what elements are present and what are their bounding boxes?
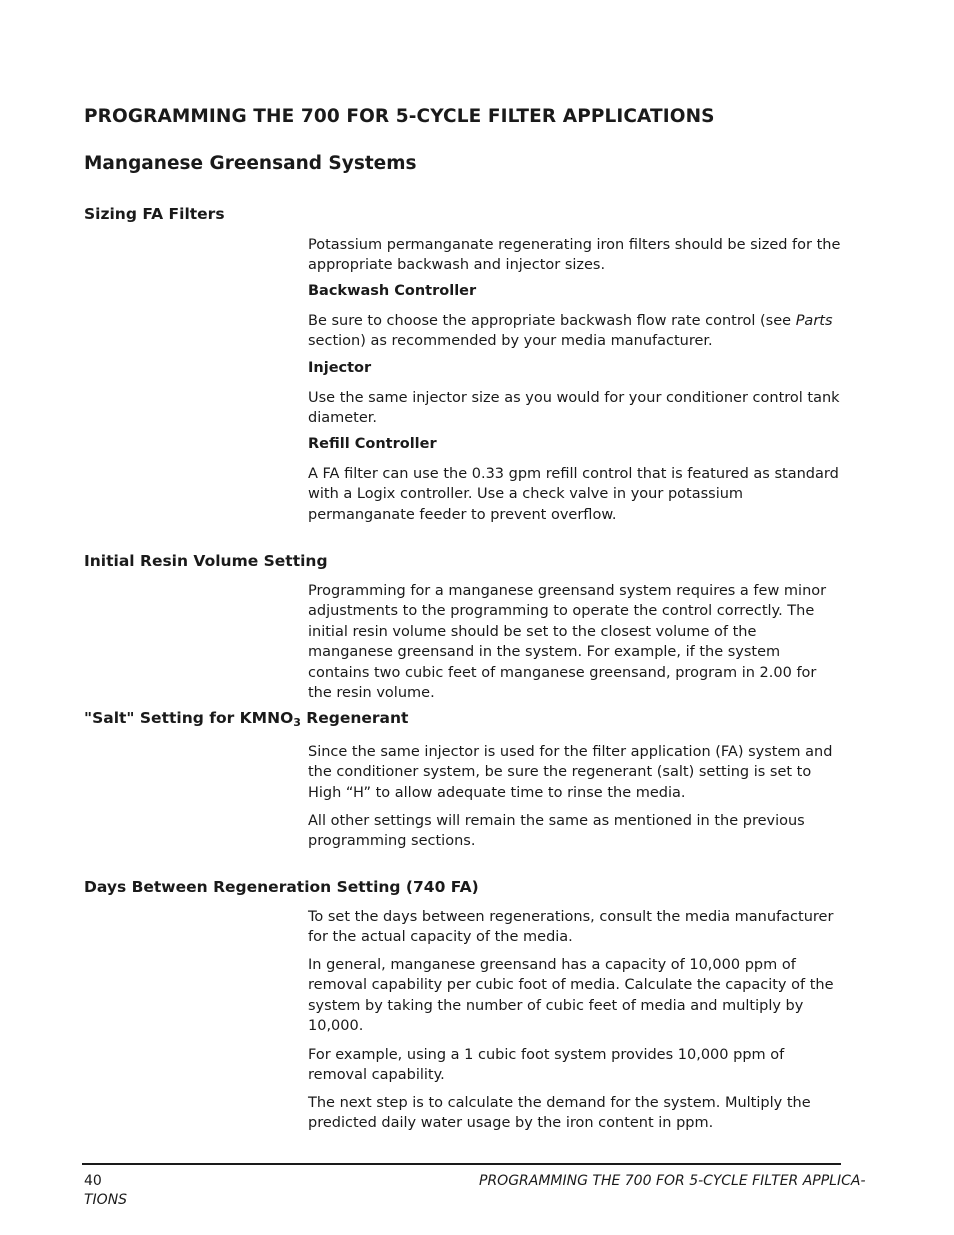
footer-running-title: PROGRAMMING THE 700 FOR 5-CYCLE FILTER APPLICA- bbox=[479, 1173, 866, 1189]
salt-paragraph-2: All other settings will remain the same as mentioned in the previous programming sections. bbox=[308, 813, 805, 850]
page-title: PROGRAMMING THE 700 FOR 5-CYCLE FILTER APPLICATIONS bbox=[84, 106, 715, 127]
page-subtitle: Manganese Greensand Systems bbox=[84, 153, 417, 174]
salt-heading-subscript: 3 bbox=[293, 716, 301, 729]
backwash-text-start: Be sure to choose the appropriate backwash flow rate control (see bbox=[308, 313, 796, 329]
resin-paragraph: Programming for a manganese greensand system requires a few minor adjustments to the programming to operate the control correctly. The initial resin volume should be set to the closest volume of the manganese greensand in the system. For example, if the system contains two cubic feet of manganese greensand, program in 2.00 for the resin volume. bbox=[308, 583, 827, 702]
salt-heading-end: Regenerant bbox=[300, 709, 409, 727]
page-number: 40 bbox=[84, 1173, 102, 1189]
backwash-text-end: section) as recommended by your media manufacturer. bbox=[308, 333, 713, 350]
days-paragraph-2: In general, manganese greensand has a capacity of 10,000 ppm of removal capability per cubic foot of media. Calculate the capacity of the system by taking the number of cubic feet of media and multiply by 10,000. bbox=[308, 957, 834, 1035]
days-paragraph-3: For example, using a 1 cubic foot system provides 10,000 ppm of removal capability. bbox=[308, 1047, 785, 1084]
injector-paragraph: Use the same injector size as you would for your conditioner control tank diameter. bbox=[308, 390, 840, 427]
refill-controller-heading: Refill Controller bbox=[308, 436, 437, 452]
parts-reference: Parts bbox=[795, 313, 833, 329]
salt-heading-start: "Salt" Setting for KMNO bbox=[84, 709, 294, 727]
footer-divider bbox=[82, 1163, 841, 1165]
days-paragraph-1: To set the days between regenerations, consult the media manufacturer for the actual capacity of the media. bbox=[308, 909, 834, 946]
backwash-controller-paragraph bbox=[308, 311, 843, 352]
section-heading-days: Days Between Regeneration Setting (740 FA) bbox=[84, 878, 479, 896]
section-heading-sizing: Sizing FA Filters bbox=[84, 205, 225, 223]
section-heading-resin: Initial Resin Volume Setting bbox=[84, 552, 328, 570]
salt-paragraph-1: Since the same injector is used for the filter application (FA) system and the conditioner system, be sure the regenerant (salt) setting is set to High “H” to allow adequate time to rinse the media. bbox=[308, 744, 833, 801]
backwash-controller-heading: Backwash Controller bbox=[308, 283, 477, 299]
footer-running-title-continuation: TIONS bbox=[84, 1192, 128, 1208]
days-paragraph-4: The next step is to calculate the demand for the system. Multiply the predicted daily water usage by the iron content in ppm. bbox=[308, 1095, 811, 1132]
sizing-intro-paragraph: Potassium permanganate regenerating iron filters should be sized for the appropriate backwash and injector sizes. bbox=[308, 237, 841, 274]
refill-controller-paragraph: A FA filter can use the 0.33 gpm refill control that is featured as standard with a Logix controller. Use a check valve in your potassium permanganate feeder to prevent overflow. bbox=[308, 466, 839, 523]
section-heading-salt bbox=[84, 709, 408, 727]
injector-heading: Injector bbox=[308, 360, 372, 376]
